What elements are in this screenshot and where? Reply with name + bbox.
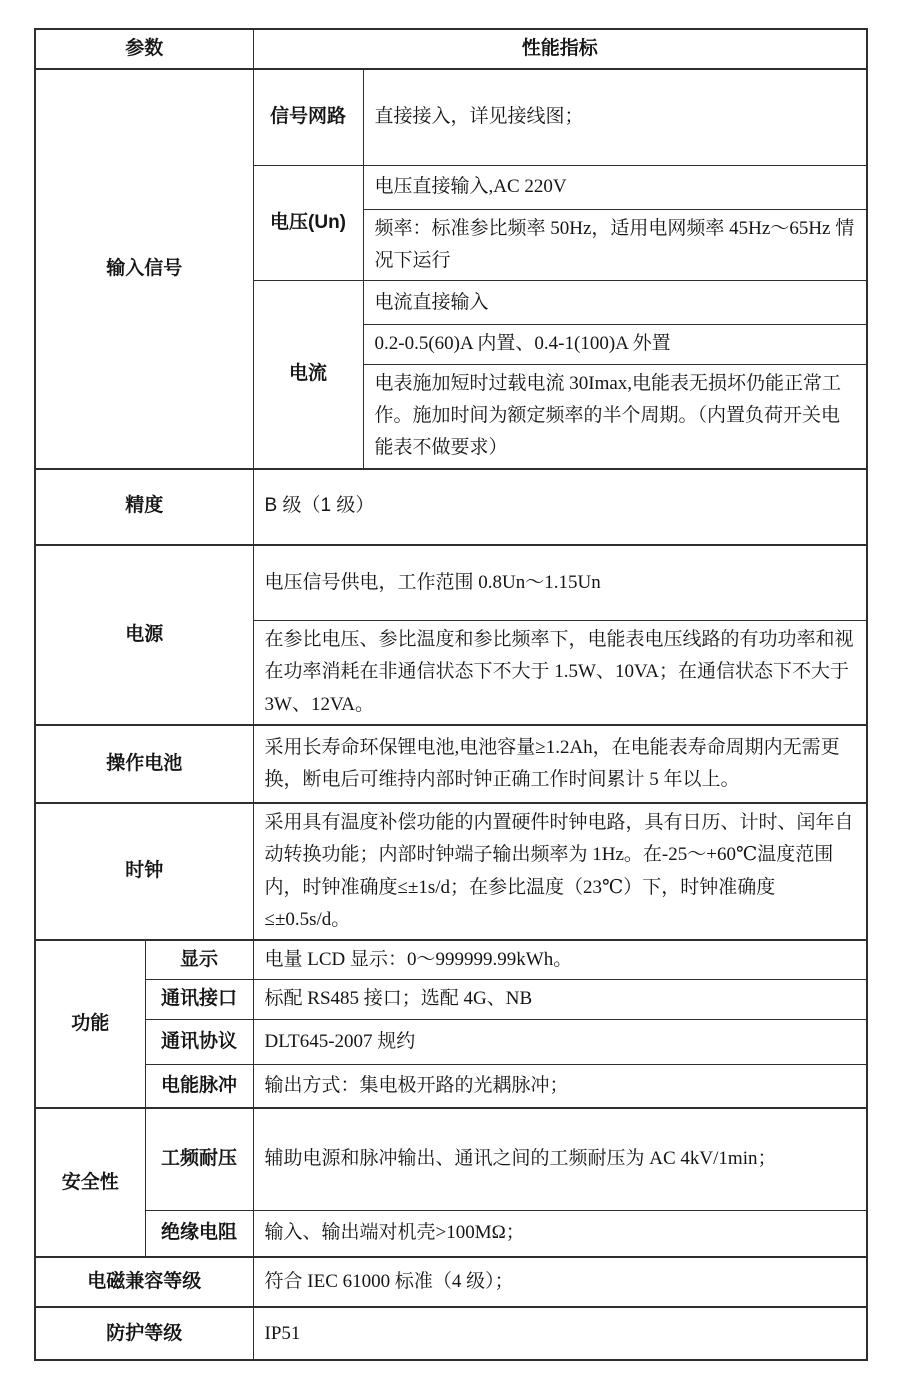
cell-energy-pulse-value: 输出方式：集电极开路的光耦脉冲； xyxy=(253,1064,867,1108)
cell-protection-value: IP51 xyxy=(253,1307,867,1360)
sublabel-insulation-resistance: 绝缘电阻 xyxy=(145,1210,253,1257)
sublabel-display: 显示 xyxy=(145,940,253,980)
row-clock xyxy=(35,803,867,940)
row-label-protection: 防护等级 xyxy=(35,1307,253,1360)
cell-signal-network-value: 直接接入，详见接线图； xyxy=(363,69,867,165)
row-label-safety: 安全性 xyxy=(35,1108,145,1257)
header-row xyxy=(35,29,867,69)
cell-voltage-direct-input: 电压直接输入,AC 220V xyxy=(363,165,867,209)
sublabel-signal-network: 信号网路 xyxy=(253,69,363,165)
row-insulation-resistance xyxy=(35,1210,867,1257)
cell-current-range: 0.2-0.5(60)A 内置、0.4-1(100)A 外置 xyxy=(363,325,867,364)
row-withstand-voltage xyxy=(35,1108,867,1210)
row-comm-protocol xyxy=(35,1019,867,1064)
row-label-clock: 时钟 xyxy=(35,803,253,940)
row-label-power-supply: 电源 xyxy=(35,545,253,725)
row-protection xyxy=(35,1307,867,1360)
sublabel-comm-interface: 通讯接口 xyxy=(145,980,253,1019)
cell-withstand-voltage-value: 辅助电源和脉冲输出、通讯之间的工频耐压为 AC 4kV/1min； xyxy=(253,1108,867,1210)
cell-accuracy-value: B 级（1 级） xyxy=(253,469,867,545)
cell-current-direct-input: 电流直接输入 xyxy=(363,281,867,325)
sublabel-current: 电流 xyxy=(253,281,363,469)
spec-table xyxy=(34,28,868,1361)
row-accuracy xyxy=(35,469,867,545)
cell-insulation-resistance-value: 输入、输出端对机壳>100MΩ； xyxy=(253,1210,867,1257)
cell-power-operating-range: 电压信号供电，工作范围 0.8Un～1.15Un xyxy=(253,545,867,621)
row-label-input-signal: 输入信号 xyxy=(35,69,253,468)
cell-emc-value: 符合 IEC 61000 标准（4 级）； xyxy=(253,1257,867,1307)
sublabel-voltage: 电压(Un) xyxy=(253,165,363,281)
row-display xyxy=(35,940,867,980)
row-energy-pulse xyxy=(35,1064,867,1108)
row-comm-interface xyxy=(35,980,867,1019)
header-param: 参数 xyxy=(35,29,253,69)
row-signal-network xyxy=(35,69,867,165)
sublabel-energy-pulse: 电能脉冲 xyxy=(145,1064,253,1108)
row-label-emc: 电磁兼容等级 xyxy=(35,1257,253,1307)
cell-display-value: 电量 LCD 显示：0～999999.99kWh。 xyxy=(253,940,867,980)
row-label-accuracy: 精度 xyxy=(35,469,253,545)
row-power-range xyxy=(35,545,867,621)
cell-comm-interface-value: 标配 RS485 接口；选配 4G、NB xyxy=(253,980,867,1019)
cell-clock-value: 采用具有温度补偿功能的内置硬件时钟电路，具有日历、计时、闰年自动转换功能；内部时钟端子输出频率为 1Hz。在-25～+60℃温度范围内，时钟准确度≤±1s/d；在参比温度（23℃）下，时钟准确度≤±0.5s/d。 xyxy=(253,803,867,940)
cell-voltage-frequency: 频率：标准参比频率 50Hz，适用电网频率 45Hz～65Hz 情况下运行 xyxy=(363,209,867,281)
row-battery xyxy=(35,725,867,803)
row-emc xyxy=(35,1257,867,1307)
cell-current-overload: 电表施加短时过载电流 30Imax,电能表无损坏仍能正常工作。施加时间为额定频率的半个周期。（内置负荷开关电能表不做要求） xyxy=(363,364,867,468)
cell-power-consumption: 在参比电压、参比温度和参比频率下，电能表电压线路的有功功率和视在功率消耗在非通信状态下不大于 1.5W、10VA；在通信状态下不大于 3W、12VA。 xyxy=(253,621,867,725)
row-label-functions: 功能 xyxy=(35,940,145,1108)
cell-comm-protocol-value: DLT645-2007 规约 xyxy=(253,1019,867,1064)
header-performance: 性能指标 xyxy=(253,29,867,69)
sublabel-comm-protocol: 通讯协议 xyxy=(145,1019,253,1064)
cell-battery-value: 采用长寿命环保锂电池,电池容量≥1.2Ah，在电能表寿命周期内无需更换，断电后可维持内部时钟正确工作时间累计 5 年以上。 xyxy=(253,725,867,803)
row-label-battery: 操作电池 xyxy=(35,725,253,803)
sublabel-withstand-voltage: 工频耐压 xyxy=(145,1108,253,1210)
